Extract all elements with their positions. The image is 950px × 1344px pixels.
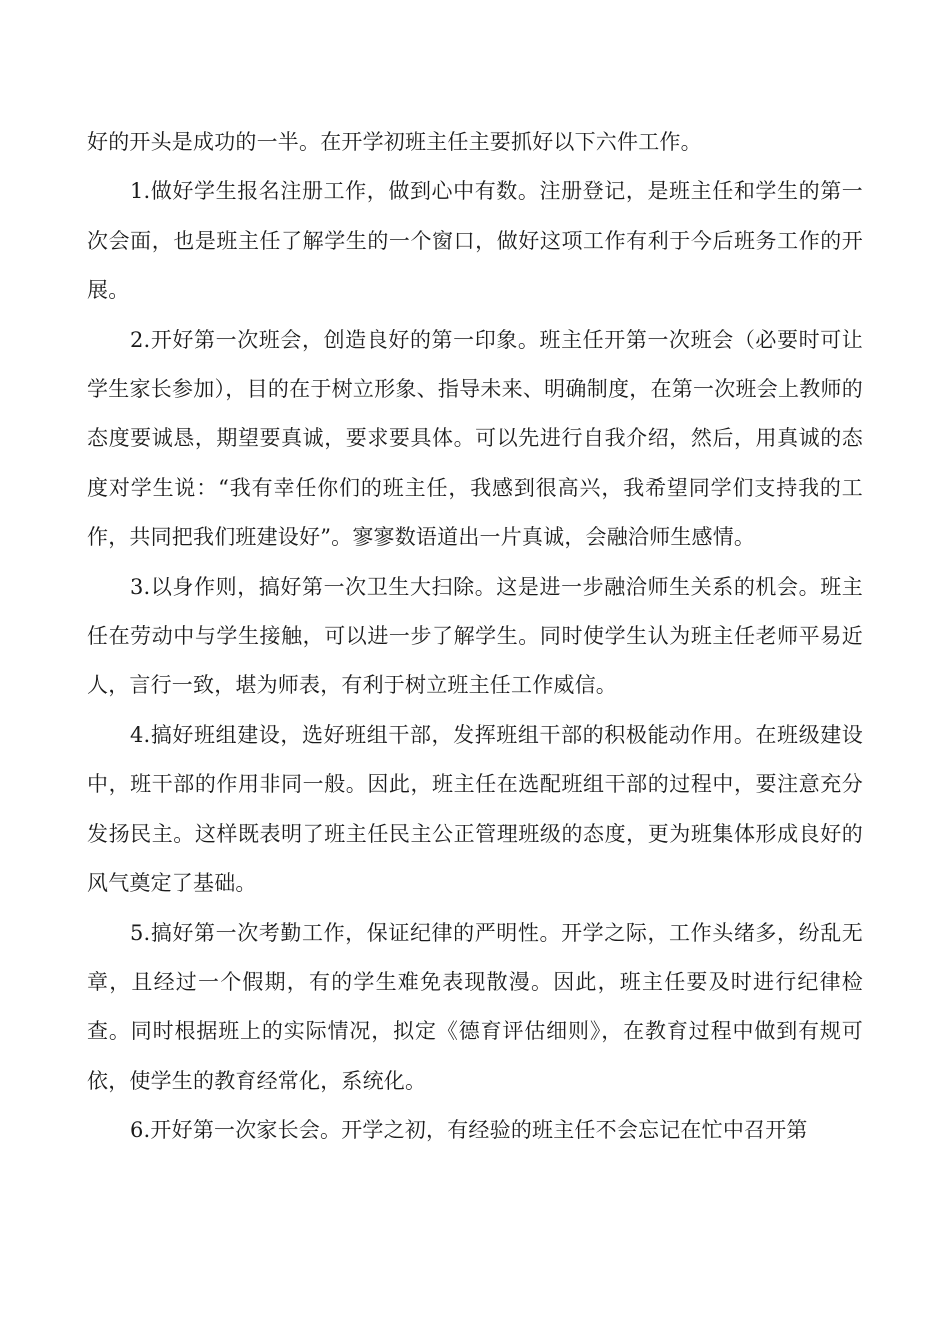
paragraph-item-5: 5.搞好第一次考勤工作，保证纪律的严明性。开学之际，工作头绪多，纷乱无章，且经过一个假期，有的学生难免表现散漫。因此，班主任要及时进行纪律检查。同时根据班上的实际情况，拟定《德育评估细则》，在教育过程中做到有规可依，使学生的教育经常化，系统化。 xyxy=(87,920,863,1093)
paragraph-item-3: 3.以身作则，搞好第一次卫生大扫除。这是进一步融洽师生关系的机会。班主任在劳动中与学生接触，可以进一步了解学生。同时使学生认为班主任老师平易近人，言行一致，堪为师表，有利于树立班主任工作威信。 xyxy=(87,574,863,698)
paragraph-item-2: 2.开好第一次班会，创造良好的第一印象。班主任开第一次班会（必要时可让学生家长参加），目的在于树立形象、指导未来、明确制度，在第一次班会上教师的态度要诚恳，期望要真诚，要求要具体。可以先进行自我介绍，然后，用真诚的态度对学生说：“我有幸任你们的班主任，我感到很高兴，我希望同学们支持我的工作，共同把我们班建设好”。寥寥数语道出一片真诚，会融洽师生感情。 xyxy=(87,327,863,550)
paragraph-item-4: 4.搞好班组建设，选好班组干部，发挥班组干部的积极能动作用。在班级建设中，班干部的作用非同一般。因此，班主任在选配班组干部的过程中，要注意充分发扬民主。这样既表明了班主任民主公正管理班级的态度，更为班集体形成良好的风气奠定了基础。 xyxy=(87,722,863,896)
paragraph-item-1: 1.做好学生报名注册工作，做到心中有数。注册登记，是班主任和学生的第一次会面，也是班主任了解学生的一个窗口，做好这项工作有利于今后班务工作的开展。 xyxy=(87,179,863,303)
paragraph-intro: 好的开头是成功的一半。在开学初班主任主要抓好以下六件工作。 xyxy=(87,130,702,154)
paragraph-item-6: 6.开好第一次家长会。开学之初，有经验的班主任不会忘记在忙中召开第 xyxy=(130,1118,808,1143)
document-body xyxy=(87,118,863,1156)
